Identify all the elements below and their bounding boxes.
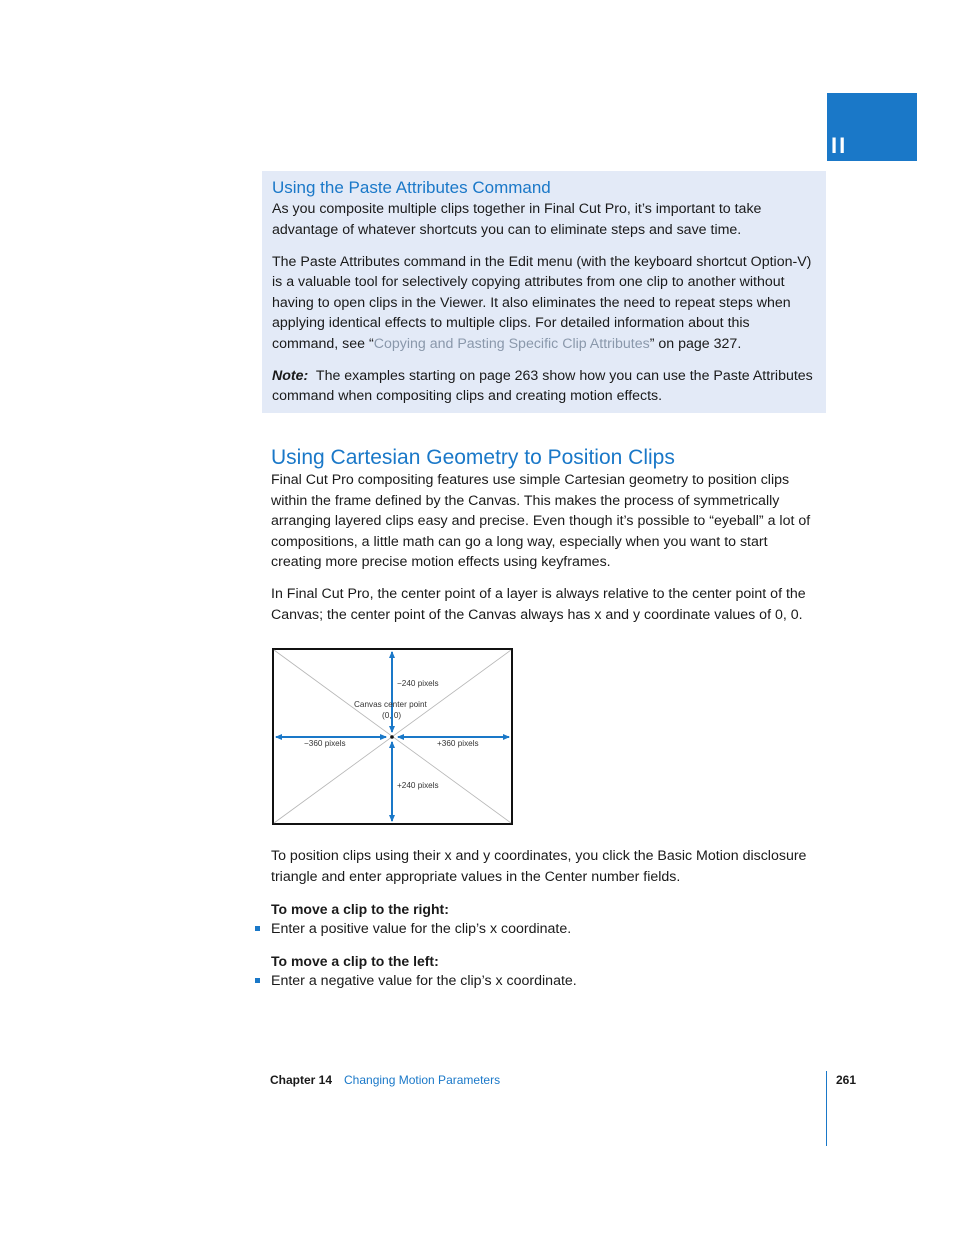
right-label: +360 pixels bbox=[437, 739, 479, 748]
body-paragraph: Final Cut Pro compositing features use simple Cartesian geometry to position clips within the frame defined by the Canvas. This makes the process of symmetrically arranging layered clips easy and precise. Even though it’s possible to “eyeball” a lot of compositions, a little math can go a long way, especially when you want to start creating more precise motion effects using keyframes. bbox=[271, 472, 811, 570]
footer-chapter: Chapter 14 bbox=[270, 1073, 333, 1087]
top-label: −240 pixels bbox=[397, 679, 439, 688]
section-body bbox=[271, 470, 816, 625]
diagram-graphic bbox=[272, 648, 513, 825]
note: Note: The examples starting on page 263 show how you can use the Paste Attributes command when compositing clips and creating motion effects. bbox=[272, 367, 813, 404]
note-label: Note: bbox=[272, 367, 309, 384]
sidebar-paragraph: The Paste Attributes command in the Edit menu (with the keyboard shortcut Option-V) is a valuable tool for selectively copying attributes from one clip to another without having to open clips in the Viewer. It also eliminates the need to repeat steps when applying identical effects to multiple clips. For detailed information about this command, see “Copying and Pasting Specific Clip Attributes” on page 327. bbox=[272, 253, 812, 352]
sidebar-title: Using the Paste Attributes Command bbox=[272, 178, 551, 197]
list-item: Enter a negative value for the clip’s x coordinate. bbox=[271, 971, 816, 992]
left-label: −360 pixels bbox=[304, 739, 346, 748]
part-tab bbox=[827, 93, 917, 161]
cross-reference-link[interactable]: Copying and Pasting Specific Clip Attributes bbox=[373, 335, 650, 352]
bullet-icon bbox=[255, 978, 260, 983]
task-heading: To move a clip to the left: bbox=[271, 952, 439, 969]
list-item: Enter a positive value for the clip’s x coordinate. bbox=[271, 919, 816, 940]
body-paragraph: In Final Cut Pro, the center point of a layer is always relative to the center point of the Canvas; the center point of the Canvas always has x and y coordinate values of 0, 0. bbox=[271, 586, 806, 623]
task-heading: To move a clip to the right: bbox=[271, 900, 449, 917]
bottom-label: +240 pixels bbox=[397, 781, 439, 790]
page-number: 261 bbox=[836, 1073, 857, 1087]
sidebar-box bbox=[262, 171, 826, 413]
footer-chapter-title[interactable]: Changing Motion Parameters bbox=[344, 1073, 501, 1087]
part-tab-label: II bbox=[831, 133, 848, 158]
bullet-icon bbox=[255, 926, 260, 931]
center-coords: (0, 0) bbox=[382, 711, 402, 720]
body-paragraph: To position clips using their x and y coordinates, you click the Basic Motion disclosure triangle and enter appropriate values in the Center number fields. bbox=[271, 848, 807, 885]
center-label: Canvas center point bbox=[354, 700, 427, 709]
section-title: Using Cartesian Geometry to Position Clips bbox=[271, 446, 675, 469]
footer-divider bbox=[826, 1071, 827, 1146]
sidebar-paragraph: As you composite multiple clips together in Final Cut Pro, it’s important to take advantage of whatever shortcuts you can to eliminate steps and save time. bbox=[272, 201, 762, 238]
instructions bbox=[271, 846, 816, 991]
canvas-coordinate-diagram bbox=[272, 648, 513, 825]
